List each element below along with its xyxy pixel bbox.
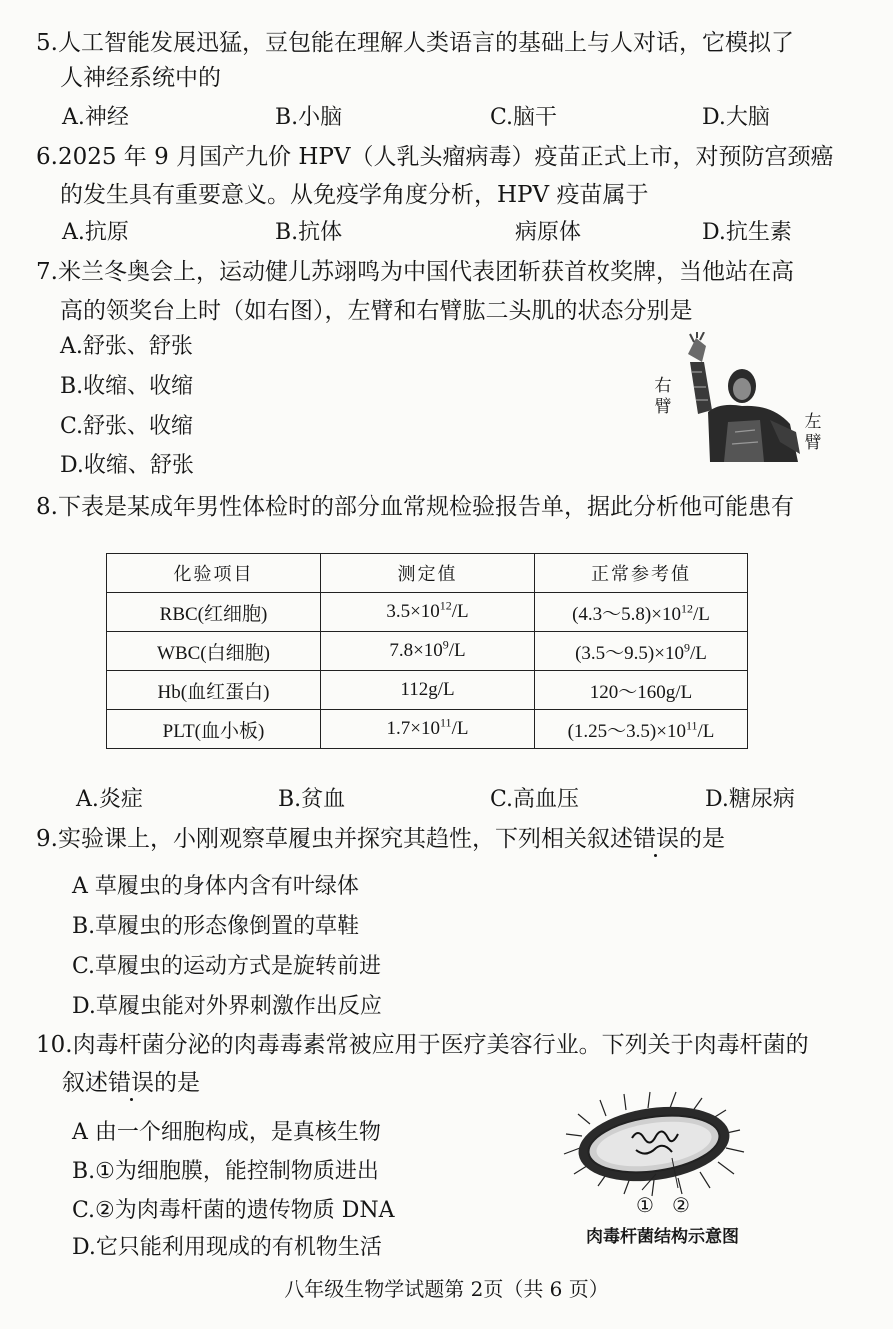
q6-option-d: D.抗生素 [702, 220, 792, 245]
q10-option-d: D.它只能利用现成的有机物生活 [72, 1235, 382, 1260]
bacterium-figure [560, 1088, 750, 1198]
q7-stem-line2: 高的领奖台上时（如右图），左臂和右臂肱二头肌的状态分别是 [60, 298, 693, 324]
q8-option-a: A.炎症 [76, 787, 143, 812]
table-header: 正常参考值 [535, 554, 748, 593]
q8-option-d: D.糖尿病 [705, 787, 795, 812]
blood-test-table [106, 553, 748, 749]
athlete-figure [650, 332, 830, 467]
table-row [107, 593, 748, 632]
table-header: 化验项目 [107, 554, 321, 593]
q10-option-a: A 由一个细胞构成，是真核生物 [72, 1120, 381, 1145]
q6-option-c: 病原体 [515, 220, 582, 245]
table-cell-item: Hb(血红蛋白) [107, 671, 321, 710]
q9-emphasis: 错误 [632, 826, 679, 852]
table-header-row [107, 554, 748, 593]
q8-option-b: B.贫血 [278, 787, 346, 812]
q5-option-d: D.大脑 [702, 105, 770, 130]
q8-stem: 8.下表是某成年男性体检时的部分血常规检验报告单，据此分析他可能患有 [36, 494, 794, 520]
table-row [107, 671, 748, 710]
table-cell-item: WBC(白细胞) [107, 632, 321, 671]
q5-stem-line2: 人神经系统中的 [60, 65, 221, 91]
q7-option-d: D.收缩、舒张 [60, 453, 194, 478]
marker-1: ① [636, 1193, 654, 1217]
q9-option-d: D.草履虫能对外界刺激作出反应 [72, 994, 382, 1019]
right-arm-label: 右臂 [654, 376, 672, 417]
q10-emphasis: 错误 [108, 1070, 154, 1096]
q10-stem-line1: 10.肉毒杆菌分泌的肉毒毒素常被应用于医疗美容行业。下列关于肉毒杆菌的 [36, 1032, 809, 1058]
table-row [107, 632, 748, 671]
q6-option-b: B.抗体 [275, 220, 343, 245]
q10-option-b: B.①为细胞膜，能控制物质进出 [72, 1159, 379, 1184]
left-arm-label: 左臂 [804, 412, 822, 453]
q7-option-c: C.舒张、收缩 [60, 414, 194, 439]
q9-option-a: A 草履虫的身体内含有叶绿体 [72, 874, 359, 899]
page-footer: 八年级生物学试题第 2页（共 6 页） [284, 1277, 609, 1301]
table-cell-value: $1.7\times 10^{11}/L$ [321, 710, 535, 749]
q7-stem-line1: 7.米兰冬奥会上，运动健儿苏翊鸣为中国代表团斩获首枚奖牌，当他站在高 [36, 259, 794, 285]
table-row [107, 710, 748, 749]
table-cell-item: RBC(红细胞) [107, 593, 321, 632]
marker-2: ② [672, 1193, 690, 1217]
table-cell-reference: $(1.25\sim 3.5)\times 10^{11}/L$ [535, 710, 748, 749]
q7-option-a: A.舒张、舒张 [60, 334, 193, 359]
q5-option-b: B.小脑 [275, 105, 343, 130]
table-cell-value: $7.8\times 10^9/L$ [321, 632, 535, 671]
table-cell-reference: 120～160g/L [535, 671, 748, 710]
table-header: 测定值 [321, 554, 535, 593]
q5-option-c: C.脑干 [490, 105, 558, 130]
q8-option-c: C.高血压 [490, 787, 580, 812]
q6-option-a: A.抗原 [62, 220, 129, 245]
q9-option-b: B.草履虫的形态像倒置的草鞋 [72, 914, 360, 939]
q7-option-b: B.收缩、收缩 [60, 374, 194, 399]
table-cell-reference: $(4.3\sim 5.8)\times 10^{12}/L$ [535, 593, 748, 632]
bacterium-caption: 肉毒杆菌结构示意图 [586, 1227, 739, 1247]
table-cell-value: $3.5\times 10^{12}/L$ [321, 593, 535, 632]
table-cell-reference: $(3.5\sim 9.5)\times 10^9/L$ [535, 632, 748, 671]
q5-option-a: A.神经 [62, 105, 129, 130]
q6-stem-line1: 6.2025 年 9 月国产九价 HPV（人乳头瘤病毒）疫苗正式上市，对预防宫颈癌 [36, 144, 834, 170]
q10-option-c: C.②为肉毒杆菌的遗传物质 DNA [72, 1198, 395, 1223]
q5-stem-line1: 5.人工智能发展迅猛，豆包能在理解人类语言的基础上与人对话，它模拟了 [36, 30, 794, 56]
q9-stem: 9.实验课上，小刚观察草履虫并探究其趋性，下列相关叙述错误的是 [36, 826, 725, 852]
table-cell-value: 112g/L [321, 671, 535, 710]
q10-stem-line2: 叙述错误的是 [62, 1070, 200, 1096]
table-cell-item: PLT(血小板) [107, 710, 321, 749]
q9-option-c: C.草履虫的运动方式是旋转前进 [72, 954, 382, 979]
q6-stem-line2: 的发生具有重要意义。从免疫学角度分析，HPV 疫苗属于 [60, 182, 649, 208]
